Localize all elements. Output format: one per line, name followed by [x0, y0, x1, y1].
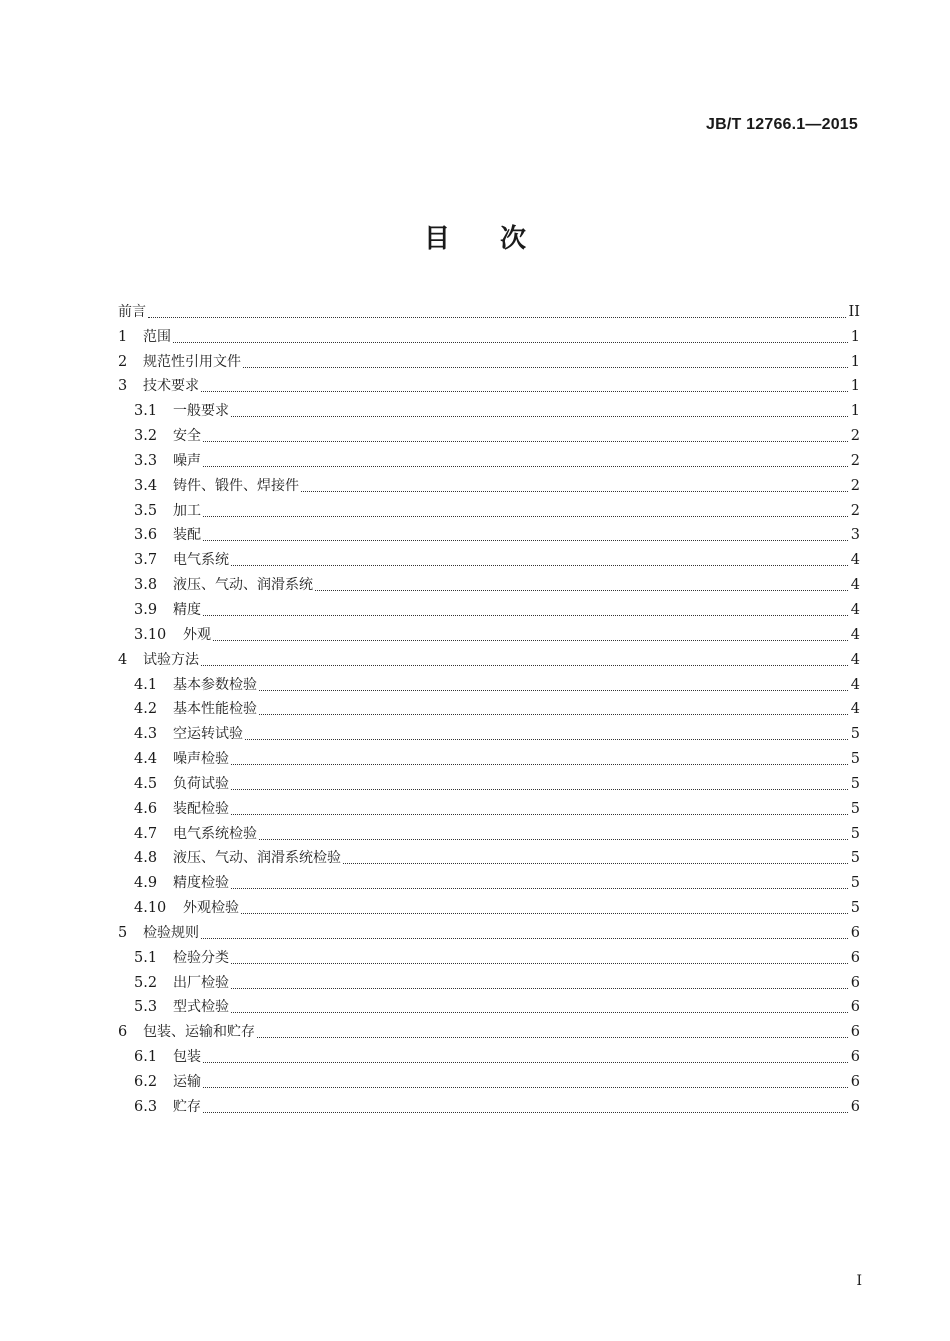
toc-entry-label: 一般要求: [173, 403, 229, 420]
toc-entry-page: 5: [850, 726, 860, 743]
toc-entry[interactable]: [118, 322, 860, 347]
toc-entry-label: 负荷试验: [173, 775, 229, 792]
toc-entry[interactable]: [118, 372, 860, 397]
toc-entry[interactable]: [118, 1017, 860, 1042]
dot-leader: [203, 1111, 848, 1113]
toc-entry[interactable]: [118, 595, 860, 620]
toc-entry-label: 液压、气动、润滑系统检验: [173, 850, 341, 867]
toc-entry-page: 1: [850, 378, 860, 395]
toc-entry-page: 4: [850, 651, 860, 668]
toc-entry-label: 运输: [173, 1074, 201, 1090]
toc-entry-label: 前言: [118, 303, 146, 320]
toc-entry[interactable]: [118, 695, 860, 720]
toc-entry-page: 4: [850, 676, 860, 693]
toc-entry-number: 3.5: [134, 502, 158, 519]
toc-entry-page: 2: [850, 477, 860, 494]
toc-entry-number: 3.1: [134, 403, 158, 420]
toc-entry[interactable]: [118, 471, 860, 496]
toc-entry-label: 噪声: [173, 452, 201, 469]
dot-leader: [203, 1086, 848, 1088]
page-title: 目次: [423, 224, 576, 254]
toc-entry-label: 加工: [173, 502, 201, 519]
toc-entry-page: 5: [850, 875, 860, 892]
dot-leader: [231, 887, 848, 889]
toc-entry-number: 5: [118, 924, 128, 941]
toc-entry-page: 1: [850, 328, 860, 345]
toc-entry-number: 4.10: [134, 900, 167, 917]
toc-entry-number: 4.2: [134, 701, 158, 718]
toc-entry-number: 3.10: [134, 626, 167, 643]
toc-entry-page: 5: [850, 751, 860, 768]
dot-leader: [241, 912, 848, 914]
toc-entry[interactable]: [118, 620, 860, 645]
toc-entry-number: 3: [118, 378, 128, 395]
toc-entry-number: 4: [118, 651, 128, 668]
toc-entry[interactable]: [118, 1042, 860, 1067]
toc-entry-label: 外观: [183, 626, 211, 643]
toc-entry-number: 4.5: [134, 775, 158, 792]
toc-entry-label: 外观检验: [183, 900, 239, 917]
toc-entry-page: II: [848, 303, 860, 320]
toc-entry-page: 5: [850, 800, 860, 817]
dot-leader: [315, 589, 848, 591]
toc-entry-number: 3.2: [134, 428, 158, 445]
toc-entry-number: 6: [118, 1024, 128, 1041]
toc-entry-page: 6: [850, 999, 860, 1016]
toc-entry[interactable]: [118, 446, 860, 471]
dot-leader: [301, 490, 848, 492]
toc-entry-page: 6: [850, 1049, 860, 1066]
toc-entry-page: 4: [850, 577, 860, 594]
dot-leader: [203, 465, 848, 467]
toc-entry-page: 1: [850, 353, 860, 370]
toc-entry[interactable]: [118, 670, 860, 695]
dot-leader: [245, 738, 848, 740]
toc-entry[interactable]: [118, 893, 860, 918]
toc-entry-page: 6: [850, 974, 860, 991]
toc-entry-number: 5.3: [134, 999, 158, 1016]
toc-entry[interactable]: [118, 1092, 860, 1117]
dot-leader: [148, 316, 846, 318]
dot-leader: [259, 838, 848, 840]
dot-leader: [259, 689, 848, 691]
toc-entry-label: 精度: [173, 601, 201, 618]
dot-leader: [243, 366, 848, 368]
toc-entry-number: 4.1: [134, 676, 158, 693]
toc-entry-label: 试验方法: [143, 651, 199, 668]
toc-entry[interactable]: [118, 844, 860, 869]
toc-entry[interactable]: [118, 943, 860, 968]
toc-entry-number: 1: [118, 328, 128, 345]
toc-entry-label: 精度检验: [173, 875, 229, 892]
toc-entry[interactable]: [118, 868, 860, 893]
toc-entry-label: 规范性引用文件: [143, 353, 241, 370]
toc-entry-number: 6.2: [134, 1074, 158, 1090]
toc-entry-label: 电气系统: [173, 552, 229, 569]
toc-entry-label: 范围: [143, 328, 171, 345]
toc-entry[interactable]: [118, 918, 860, 943]
dot-leader: [231, 813, 848, 815]
toc-entry[interactable]: [118, 1067, 860, 1092]
dot-leader: [231, 1011, 848, 1013]
table-of-contents: [118, 297, 860, 1117]
toc-entry-page: 2: [850, 502, 860, 519]
toc-entry-label: 液压、气动、润滑系统: [173, 577, 313, 594]
toc-entry-number: 3.3: [134, 452, 158, 469]
toc-entry-number: 6.1: [134, 1049, 158, 1066]
dot-leader: [203, 1061, 848, 1063]
toc-entry[interactable]: [118, 968, 860, 993]
toc-entry[interactable]: [118, 396, 860, 421]
toc-entry[interactable]: [118, 421, 860, 446]
toc-entry-page: 3: [850, 527, 860, 544]
dot-leader: [203, 440, 848, 442]
toc-entry-label: 检验分类: [173, 949, 229, 966]
toc-entry[interactable]: [118, 744, 860, 769]
toc-entry-label: 包装、运输和贮存: [143, 1024, 255, 1041]
toc-entry[interactable]: [118, 719, 860, 744]
dot-leader: [201, 390, 848, 392]
toc-entry-page: 6: [850, 949, 860, 966]
toc-entry-number: 4.9: [134, 875, 158, 892]
toc-entry-page: 1: [850, 403, 860, 420]
toc-entry-page: 6: [850, 1074, 860, 1090]
toc-entry-page: 2: [850, 428, 860, 445]
toc-entry-page: 6: [850, 1024, 860, 1041]
toc-entry-label: 包装: [173, 1049, 201, 1066]
toc-entry-label: 基本参数检验: [173, 676, 257, 693]
dot-leader: [259, 713, 848, 715]
toc-entry[interactable]: [118, 545, 860, 570]
toc-entry-label: 装配检验: [173, 800, 229, 817]
dot-leader: [213, 639, 848, 641]
toc-entry-number: 4.8: [134, 850, 158, 867]
toc-entry-page: 4: [850, 601, 860, 618]
toc-entry-label: 型式检验: [173, 999, 229, 1016]
dot-leader: [203, 515, 848, 517]
toc-entry[interactable]: [118, 297, 860, 322]
dot-leader: [203, 539, 848, 541]
toc-entry-number: 2: [118, 353, 128, 370]
dot-leader: [201, 664, 848, 666]
toc-entry-number: 4.6: [134, 800, 158, 817]
toc-entry[interactable]: [118, 347, 860, 372]
toc-entry-number: 3.8: [134, 577, 158, 594]
dot-leader: [343, 862, 848, 864]
toc-entry-page: 2: [850, 452, 860, 469]
toc-entry-number: 6.3: [134, 1098, 158, 1115]
dot-leader: [203, 614, 848, 616]
toc-entry-page: 6: [850, 924, 860, 941]
toc-entry[interactable]: [118, 521, 860, 546]
toc-entry-page: 4: [850, 552, 860, 569]
toc-entry-label: 基本性能检验: [173, 701, 257, 718]
toc-entry-page: 4: [850, 701, 860, 718]
toc-entry-label: 装配: [173, 527, 201, 544]
toc-entry-label: 空运转试验: [173, 726, 243, 743]
toc-entry-number: 3.9: [134, 601, 158, 618]
standard-code: JB/T 12766.1—2015: [706, 116, 858, 133]
toc-entry-number: 5.1: [134, 949, 158, 966]
toc-entry-label: 贮存: [173, 1098, 201, 1115]
dot-leader: [231, 788, 848, 790]
toc-entry-page: 5: [850, 900, 860, 917]
toc-entry[interactable]: [118, 769, 860, 794]
dot-leader: [173, 341, 848, 343]
toc-entry-number: 3.4: [134, 477, 158, 494]
toc-entry-label: 安全: [173, 428, 201, 445]
toc-entry[interactable]: [118, 794, 860, 819]
toc-entry[interactable]: [118, 570, 860, 595]
toc-entry-label: 出厂检验: [173, 974, 229, 991]
toc-entry-number: 4.3: [134, 726, 158, 743]
toc-entry[interactable]: [118, 819, 860, 844]
toc-entry-label: 铸件、锻件、焊接件: [173, 477, 299, 494]
toc-entry-number: 3.7: [134, 552, 158, 569]
toc-entry-number: 4.7: [134, 825, 158, 842]
toc-entry-number: 4.4: [134, 751, 158, 768]
toc-entry[interactable]: [118, 993, 860, 1018]
dot-leader: [201, 937, 848, 939]
dot-leader: [231, 564, 848, 566]
dot-leader: [257, 1036, 848, 1038]
toc-entry-page: 5: [850, 825, 860, 842]
toc-entry-page: 5: [850, 775, 860, 792]
toc-entry-number: 5.2: [134, 974, 158, 991]
toc-entry-page: 5: [850, 850, 860, 867]
toc-entry-number: 3.6: [134, 527, 158, 544]
toc-entry[interactable]: [118, 645, 860, 670]
dot-leader: [231, 962, 848, 964]
toc-entry-label: 技术要求: [143, 378, 199, 395]
page-number: I: [856, 1273, 862, 1289]
toc-entry-label: 检验规则: [143, 924, 199, 941]
toc-entry-page: 6: [850, 1098, 860, 1115]
toc-entry[interactable]: [118, 496, 860, 521]
dot-leader: [231, 415, 848, 417]
toc-entry-label: 电气系统检验: [173, 825, 257, 842]
dot-leader: [231, 763, 848, 765]
toc-entry-label: 噪声检验: [173, 751, 229, 768]
toc-entry-page: 4: [850, 626, 860, 643]
dot-leader: [231, 987, 848, 989]
